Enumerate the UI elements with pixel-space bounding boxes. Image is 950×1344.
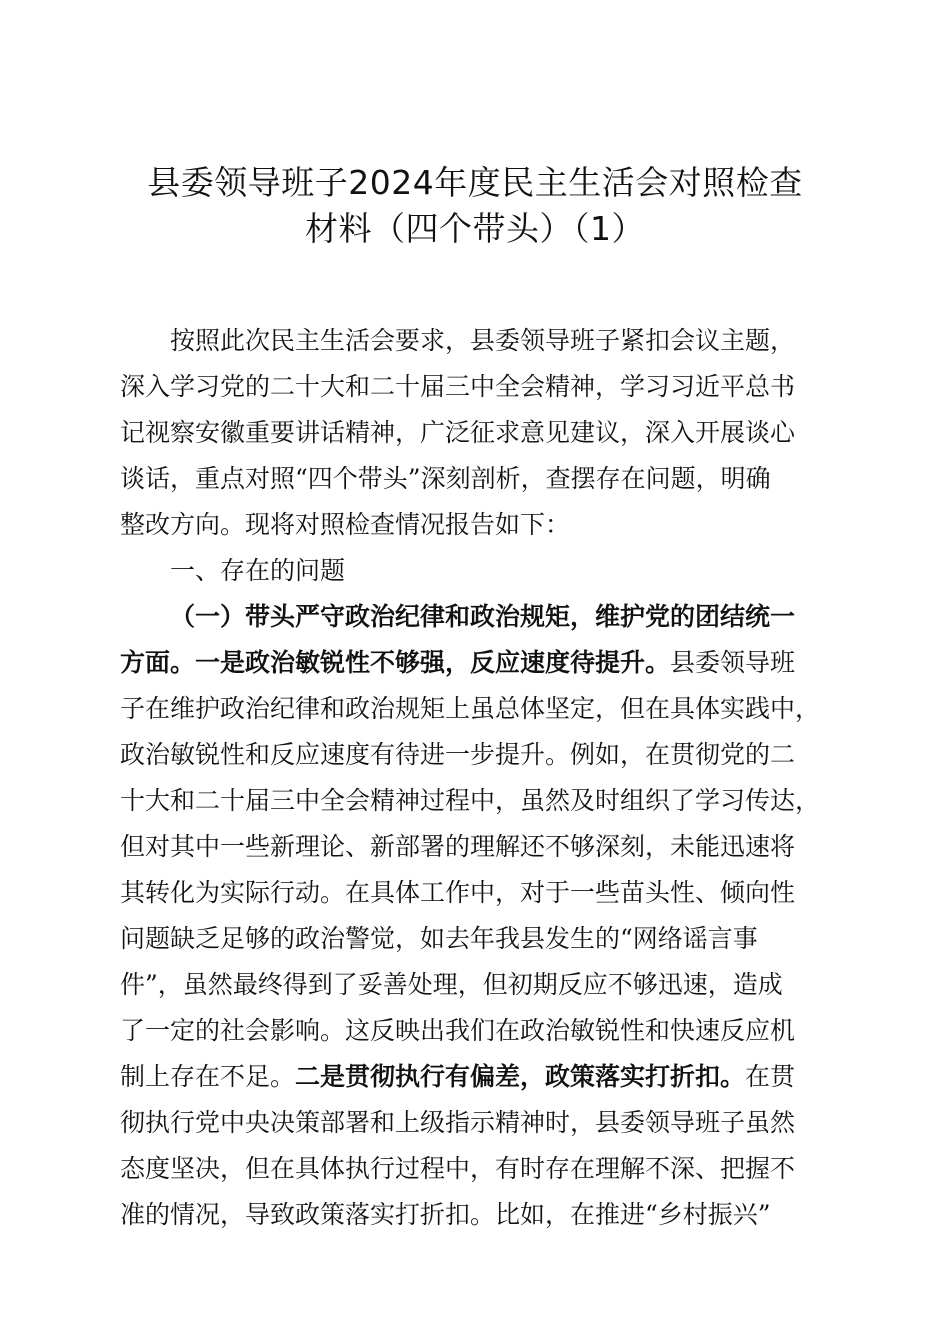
intro-line-5: 整改方向。现将对照检查情况报告如下： — [120, 510, 571, 539]
body-text-pre: 制上存在不足。 — [120, 1062, 296, 1091]
body-line-10: 彻执行党中央决策部署和上级指示精神时，县委领导班子虽然 — [120, 1108, 796, 1137]
document-title-line-2: 材料（四个带头）（1） — [305, 209, 645, 248]
body-line-mixed — [120, 1054, 840, 1100]
section-heading: 一、存在的问题 — [170, 556, 346, 585]
body-line-8: 了一定的社会影响。这反映出我们在政治敏锐性和快速反应机 — [120, 1016, 796, 1045]
body-line-5: 其转化为实际行动。在具体工作中，对于一些苗头性、倾向性 — [120, 878, 796, 907]
body-text-start: 县委领导班 — [670, 648, 796, 677]
subsection-heading-line-2 — [120, 640, 840, 686]
body-text-post: 在贯 — [745, 1062, 796, 1091]
body-line-4: 但对其中一些新理论、新部署的理解还不够深刻，未能迅速将 — [120, 832, 796, 861]
body-line-1: 子在维护政治纪律和政治规矩上虽总体坚定，但在具体实践中， — [120, 694, 821, 723]
body-line-2: 政治敏锐性和反应速度有待进一步提升。例如，在贯彻党的二 — [120, 740, 796, 769]
body-line-12: 准的情况，导致政策落实打折扣。比如，在推进“乡村振兴” — [120, 1200, 771, 1229]
intro-line-4: 谈话，重点对照“四个带头”深刻剖析，查摆存在问题，明确 — [120, 464, 771, 493]
body-line-6: 问题缺乏足够的政治警觉，如去年我县发生的“网络谣言事 — [120, 924, 758, 953]
body-line-11: 态度坚决，但在具体执行过程中，有时存在理解不深、把握不 — [120, 1154, 796, 1183]
intro-line-1: 按照此次民主生活会要求，县委领导班子紧扣会议主题， — [170, 326, 796, 355]
bold-point-two: 二是贯彻执行有偏差，政策落实打折扣。 — [295, 1062, 746, 1091]
intro-line-3: 记视察安徽重要讲话精神，广泛征求意见建议，深入开展谈心 — [120, 418, 796, 447]
intro-line-2: 深入学习党的二十大和二十届三中全会精神，学习习近平总书 — [120, 372, 796, 401]
body-line-3: 十大和二十届三中全会精神过程中，虽然及时组织了学习传达， — [120, 786, 821, 815]
bold-point-one: 方面。一是政治敏锐性不够强，反应速度待提升。 — [120, 648, 671, 677]
document-title-line-1: 县委领导班子2024年度民主生活会对照检查 — [147, 163, 803, 202]
subsection-heading-line-1: （一）带头严守政治纪律和政治规矩，维护党的团结统一 — [170, 602, 796, 631]
body-line-7: 件”，虽然最终得到了妥善处理，但初期反应不够迅速，造成 — [120, 970, 783, 999]
